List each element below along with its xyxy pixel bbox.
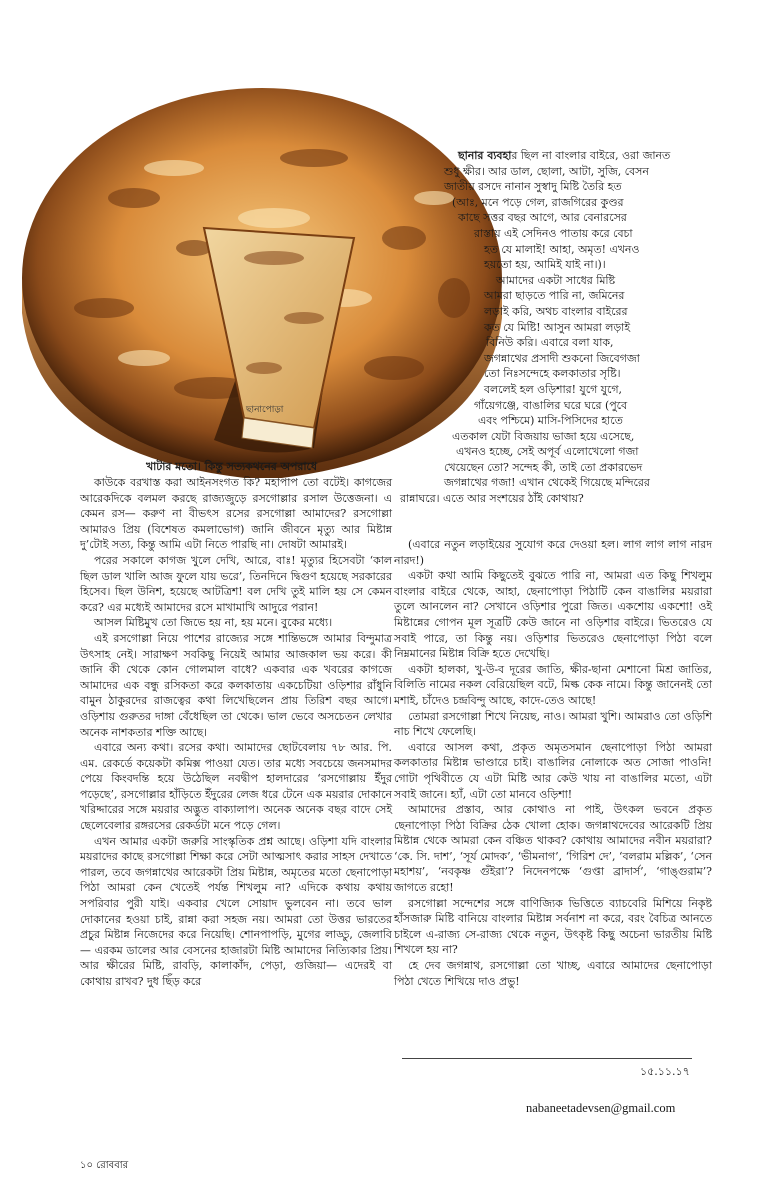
paragraph: আমাদের প্রস্তাব, আর কোথাও না পাই, উৎকল ভবনে প্রকৃত ছেনাপোড়া পিঠা বিক্রির ঠেক খোলা হোক। জগন্নাথদেবের আরেকটি প্রিয় মিষ্টান্ন থেকে আমরা কেন বঞ্চিত থাকব? কোথায় আমাদের নবীন ময়রারা? ‘কে. সি. দাশ’, ‘সূর্য মোদক’, ‘ভীমনাগ’, ‘গিরিশ দে’, ‘বলরাম মল্লিক’, ‘সেন মহাশয়’, ‘নবকৃষ্ণ গুঁইরা’? নিদেনপক্ষে ‘গুপ্তা ব্রাদার্স’, ‘গাঙ্গুরাম’? জাগতে রহো! [394,803,712,895]
paragraph: একটা কথা আমি কিছুতেই বুঝতে পারি না, আমরা এত কিছু শিখলুম বাংলার বাইরে থেকে, আহা, ছেনাপোড়া পিঠাটি কেন বাঙালির ময়রারা তুলে আনলেন না? সেখানে ওড়িশার পুরো জিত। একশোয় একশো! ওই মিষ্টান্নের গোপন মূল সূত্রটি কেউ জানে না ওড়িশার বাইরে। ভিতরেও যে সবাই পারে, তা কিন্তু নয়। ওড়িশার ভিতরেও ছেনাপোড়া পিঠা বলে নিম্নমানের মিষ্টান্ন বিক্রি হতে দেখেছি। [394,569,712,661]
text-line: কাছে সত্তর বছর আগে, আর বেনারসের [458,211,627,225]
paragraph: (এবারে নতুন লড়াইয়ের সুযোগ করে দেওয়া হল। লাগ লাগ লাগ নারদ নারদ!) [394,538,712,567]
page-footer: ১০ রোববার [80,1160,129,1171]
image-caption: ছানাপোড়া [246,405,284,415]
paragraph: আসল মিষ্টিমুখ তো জিভে হয় না, হয় মনে। বুকের মধ্যে। [94,616,333,630]
text-line: বিনিউ করি। এবারে বলা যাক, [486,336,614,350]
text-line: গাঁয়েগঞ্জে, বাঙালির ঘরে ঘরে (পুবে [474,398,628,412]
paragraph: একটা হালকা, খু-উ-ব দূরের জাতি, ক্ষীর-ছানা মেশানো মিশ্র জাতির, বিলিতি নামের নকল বেরিয়েছিল বটে, মিল্ক কেক নামে। কিন্তু জানেনই তো মশাই, চাঁদেও চন্দ্রবিন্দু আছে, কাদে-তেও আছে! [394,662,712,707]
paragraph: এখন আমার একটা জরুরি সাংস্কৃতিক প্রশ্ন আছে। ওড়িশা যদি বাংলার ময়রাদের কাছে রসগোল্লা শিক্ষা করে সেটা আত্মসাৎ করার সাহস দেখাতে পারল, তবে জগন্নাথের আরেকটা প্রিয় মিষ্টান্ন, অমৃতের মতো ছেনাপোড়া পিঠা আমরা কেন খেতেই পর্যন্ত শিখলুম না? এদিকে কথায় কথায় সপরিবার পুরী যাই। একবার খেলে সোয়াদ ভুলবেন না। তবে ভাল দোকানের হওয়া চাই, রান্না করা সহজ নয়। আমরা তো উত্তর ভারতের প্রচুর মিষ্টান্ন নিজেদের করে নিয়েছি। শোনপাপড়ি, মুগের লাড্ডু, জেলাবি— এরকম ডালের আর বেসনের হাজারটা মিষ্টি আমাদের নিত্যিকার প্রিয়। আর ক্ষীরের মিষ্টি, রাবড়ি, কালাকাঁদ, পেড়া, গুজিয়া— এদেরই বা কোথায় রাখব? দুধ ছিঁড় করে [80,834,392,988]
left-column [80,475,392,990]
text-line: ছানার ব্যবহার ছিল না বাংলার বাইরে, ওরা জানত [458,149,671,162]
paragraph: কাউকে বরখাস্ত করা আইনসংগত কি? মহাপাপ তো বটেই। কাগজের আরেকদিকে বলমল করছে রাজ্যজুড়ে রসগোল্লার রসাল উত্তেজনা। এ কেমন রস— করুণ না বীভৎস রসের রসগোল্লা আমাদের? রসগোল্লা আমারও প্রিয় (বিশেষত কমলাভোগ) জানি জীবনে মৃত্যু আর মিষ্টান্ন দু’টোই সত্য, কিন্তু আমি এটা নিতে পারছি না। দোষটা আমারই। [80,476,392,552]
paragraph: তোমরা রসগোল্লা শিখে নিয়েছ, নাও। আমরা খুশি। আমরাও তো ওড়িশি নাচ শিখে ফেলেছি। [394,709,712,739]
left-col-heading: খাটার মতো। কিন্তু সত্যকথনের অপরাধে [146,460,317,473]
text-line: এতকাল যেটা বিজয়ায় ভাজা হয়ে এসেছে, [452,429,635,443]
chhanapora-cake-image [14,88,506,478]
paragraph: এবারে অন্য কথা। রসের কথা। আমাদের ছোটবেলায় ৭৮ আর. পি. এম. রেকর্ডে কয়েকটা কমিক্স পাওয়া যেত। তার মধ্যে সবচেয়ে জনসমাদর পেয়ে কিংবদন্তি হয়ে উঠেছিল নবদ্বীপ হালদারের ‘রসগোল্লায় ইঁদুর পড়েছে’, রসগোল্লার হাঁড়িতে ইঁদুরের লেজ ধরে টেনে এক ময়রার দোকানে খরিদ্দারের সঙ্গে ময়রার অদ্ভুত বাক্যালাপ। অনেক অনেক বছর বাদে সেই ছেলেবেলার রঙ্গরসের রেকর্ডটা মনে পড়ে গেল। [80,741,392,833]
paragraph: এবারে আসল কথা, প্রকৃত অমৃতসমান ছেনাপোড়া পিঠা আমরা কলকাতার মিষ্টান্ন ভাণ্ডারে চাই। বাঙালির নোলাকে অত সোজা পাওনি! গোটা পৃথিবীতে যে এটা মিষ্টি আর কেউ খায় না বাঙালির মতো, এটা সবাই জানে। হ্যাঁ, এটা তো মানবে ওড়িশা! [394,740,712,801]
text-line: (আঃ, মনে পড়ে গেল, রাজগিরের কুণ্ডর [452,195,624,209]
author-email[interactable]: nabaneetadevsen@gmail.com [526,1101,676,1115]
text-line: শুধু ক্ষীর। আর ডাল, ছোলা, আটা, সুজি, বেসন [444,164,649,178]
paragraph: এই রসগোল্লা নিয়ে পাশের রাজ্যের সঙ্গে শান্তিভঙ্গে আমার বিন্দুমাত্র উৎসাহ নেই। সারাক্ষণ সবকিছু নিয়েই আমার আজকাল ভয় করে। কী জানি কী থেকে কোন গোলমাল বাধে? একবার এক খবরের কাগজে আমাদের এক বন্ধু রসিকতা করে কলকাতায় একচেটিয়া ওড়িশার রাঁধুনি বামুন ঠাকুরদের রাজত্বের কথা লিখেছিলেন প্রায় তিরিশ বছর আগে। ওড়িশায় গুরুতর দাঙ্গা বেঁধেছিল তা থেকে। ভাল ভেবে অসচেতন লেখার অনেক নাশকতার শক্তি আছে। [80,631,392,739]
paragraph: হে দেব জগন্নাথ, রসগোল্লা তো খাচ্ছ, এবারে আমাদের ছেনাপোড়া পিঠা খেতে শিখিয়ে দাও প্রভু! [394,959,712,988]
text-line: জাতীয় রসদে নানান সুস্বাদু মিষ্টি তৈরি হত [444,180,622,194]
top-right-text [400,148,698,507]
text-line: খেয়েছেন তো? সন্দেহ কী, তাই তো প্রকারভেদ [444,460,643,474]
text-line: এবং পশ্চিমে) মাসি-পিসিদের হাতে [478,414,623,428]
text-line: জগন্নাথের গজা! এখান থেকেই গিয়েছে মন্দিরের [444,476,650,490]
text-line: লড়াই করি, অথচ বাংলার বাইরের [484,304,628,318]
text-line: রান্নাঘরে। এতে আর সংশয়ের ঠাঁই কোথায়? [400,492,584,506]
paragraph: পরের সকালে কাগজ খুলে দেখি, আরে, বাঃ! মৃত্যুর হিসেবটা ‘কাল ছিল ডাল খালি আজ ফুলে যায় ভরে’, তিনদিনে দ্বিগুণ হয়েছে সরকারের হিসেব। ছিল উনিশ, হয়েছে আটত্রিশ! বল দেখি তুই মালি হয় সে কেমন করে? এর মধ্যেই আমাদের রসে মাখামাখি আদুরে পরান! [80,553,392,614]
text-line: কত যে মিষ্টি! আসুন আমরা লড়াই [484,320,630,334]
lead-text: ছানার ব্যবহা [458,149,512,162]
text-line: জগন্নাথের প্রসাদী শুকনো জিবেগজা [484,351,640,365]
text-line: হত যে মালাই! আহা, অমৃত! এখনও [484,242,640,256]
text-line: এখনও হচ্ছে, সেই অপূর্ব এলোখেলো গজা [456,445,639,459]
text-line: রাস্তায় এই সেদিনও পাতায় করে বেচা [474,226,633,240]
paragraph: রসগোল্লা সন্দেশের সঙ্গে বাণিজ্যিক ভিত্তিতে ব্যাচবেরি মিশিয়ে নিকৃষ্ট হাঁসজারু মিষ্টি বানিয়ে বাংলার মিষ্টান্ন সর্বনাশ না করে, বরং বৈচিত্র আনতে চাইলে এ-রাজ্য সে-রাজ্য থেকে নতুন, উৎকৃষ্ট কিছু অচেনা ভারতীয় মিষ্টি শিখলে হয় না? [394,896,712,957]
right-column [394,537,712,989]
article-date: ১৫.১১.১৭ [640,1065,690,1078]
text-line: হয়তো হয়, আমিই যাই না।)। [484,258,606,272]
text-line: আমাদের একটা সাধের মিষ্টি [496,273,616,287]
text-line: আমরা ছাড়তে পারি না, জমিনের [484,289,625,303]
divider [402,1058,692,1059]
text-line: তো নিঃসন্দেহে কলকাতার সৃষ্টি। [484,367,621,381]
text-line: বললেই হল ওড়িশার! যুগে যুগে, [484,382,622,396]
